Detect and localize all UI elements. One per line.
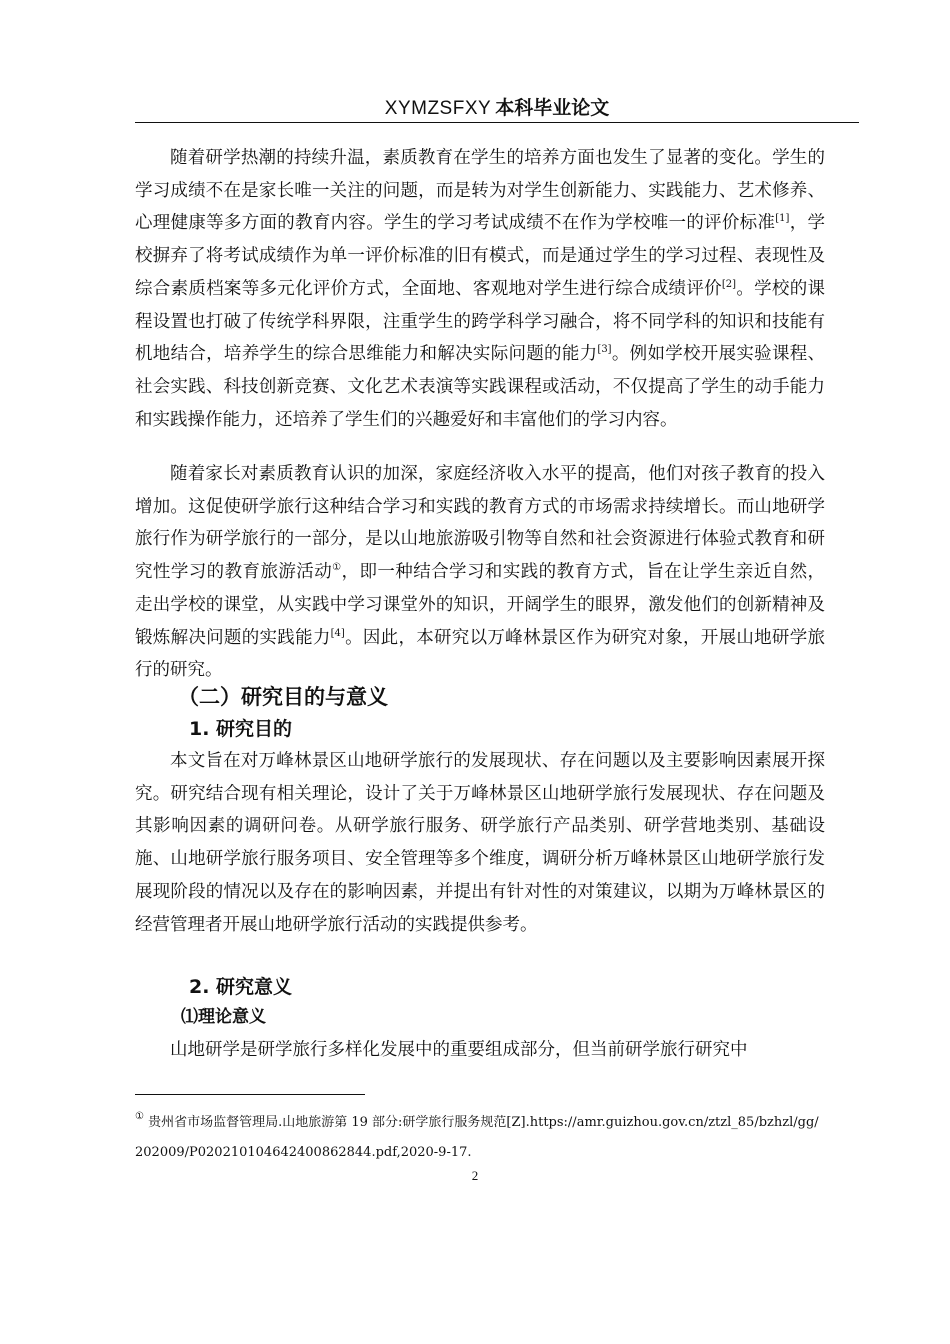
- section-heading-purpose-significance: （二）研究目的与意义: [178, 685, 388, 709]
- paragraph-4: 山地研学是研学旅行多样化发展中的重要组成部分，但当前研学旅行研究中: [170, 1040, 748, 1060]
- subheading-research-purpose: 1. 研究目的: [189, 718, 293, 740]
- paragraph-1: [135, 142, 825, 436]
- paragraph-2-text-3: 。因此，本研究以万峰林景区作为研究对象，开展山地研学旅行的研究。: [135, 627, 826, 681]
- footnote: [135, 1108, 825, 1168]
- citation-4: [4]: [330, 627, 345, 639]
- paragraph-2-text-1: 随着家长对素质教育认识的加深，家庭经济收入水平的提高，他们对孩子教育的投入增加。这促使研学旅行这种结合学习和实践的教育方式的市场需求持续增长。而山地研学旅行作为研学旅行的一部分，是以山地旅游吸引物等自然和社会资源进行体验式教育和研究性学习的教育旅游活动: [135, 464, 825, 583]
- header-code: XYMZSFXY: [384, 98, 492, 119]
- paragraph-3: 本文旨在对万峰林景区山地研学旅行的发展现状、存在问题以及主要影响因素展开探究。研究结合现有相关理论，设计了关于万峰林景区山地研学旅行发展现状、存在问题及其影响因素的调研问卷。从研学旅行服务、研学旅行产品类别、研学营地类别、基础设施、山地研学旅行服务项目、安全管理等多个维度，调研分析万峰林景区山地研学旅行发展现阶段的情况以及存在的影响因素，并提出有针对性的对策建议，以期为万峰林景区的经营管理者开展山地研学旅行活动的实践提供参考。: [135, 751, 825, 935]
- paragraph-1-text-3: 。学校的课程设置也打破了传统学科界限，注重学生的跨学科学习融合，将不同学科的知识和技能有机地结合，培养学生的综合思维能力和解决实际问题的能力: [135, 278, 826, 365]
- paragraph-2: [135, 458, 825, 687]
- subheading-research-significance: 2. 研究意义: [189, 976, 293, 998]
- citation-2: [2]: [721, 278, 737, 290]
- footnote-text: 贵州省市场监督管理局.山地旅游第 19 部分:研学旅行服务规范[Z].https://amr.guizhou.gov.cn/ztzl_85/bzhzl/gg/202009/P020210104642400862844.pdf,2020-9-17.: [135, 1115, 819, 1160]
- footnote-divider: [135, 1094, 365, 1095]
- page-number: 2: [471, 1168, 479, 1183]
- paragraph-1-text-4: 。例如学校开展实验课程、社会实践、科技创新竞赛、文化艺术表演等实践课程或活动，不仅提高了学生的动手能力和实践操作能力，还培养了学生们的兴趣爱好和丰富他们的学习内容。: [135, 344, 826, 430]
- paragraph-2-text-2: ，即一种结合学习和实践的教育方式，旨在让学生亲近自然，走出学校的课堂，从实践中学习课堂外的知识，开阔学生的眼界，激发他们的创新精神及锻炼解决问题的实践能力: [135, 562, 825, 648]
- running-header: [135, 94, 859, 123]
- subsubheading-theoretical-significance: ⑴理论意义: [181, 1007, 266, 1027]
- footnote-marker: ①: [135, 1111, 144, 1122]
- paragraph-1-text-2: ，学校摒弃了将考试成绩作为单一评价标准的旧有模式，而是通过学生的学习过程、表现性及综合素质档案等多元化评价方式，全面地、客观地对学生进行综合成绩评价: [135, 213, 826, 299]
- footnote-ref[interactable]: ①: [332, 562, 342, 574]
- header-label: 本科毕业论文: [495, 97, 610, 119]
- paragraph-1-text-1: 随着研学热潮的持续升温，素质教育在学生的培养方面也发生了显著的变化。学生的学习成绩不在是家长唯一关注的问题，而是转为对学生创新能力、实践能力、艺术修养、心理健康等多方面的教育内容。学生的学习考试成绩不在作为学校唯一的评价标准: [135, 148, 825, 234]
- citation-1: [1]: [775, 213, 790, 225]
- citation-3: [3]: [597, 344, 612, 356]
